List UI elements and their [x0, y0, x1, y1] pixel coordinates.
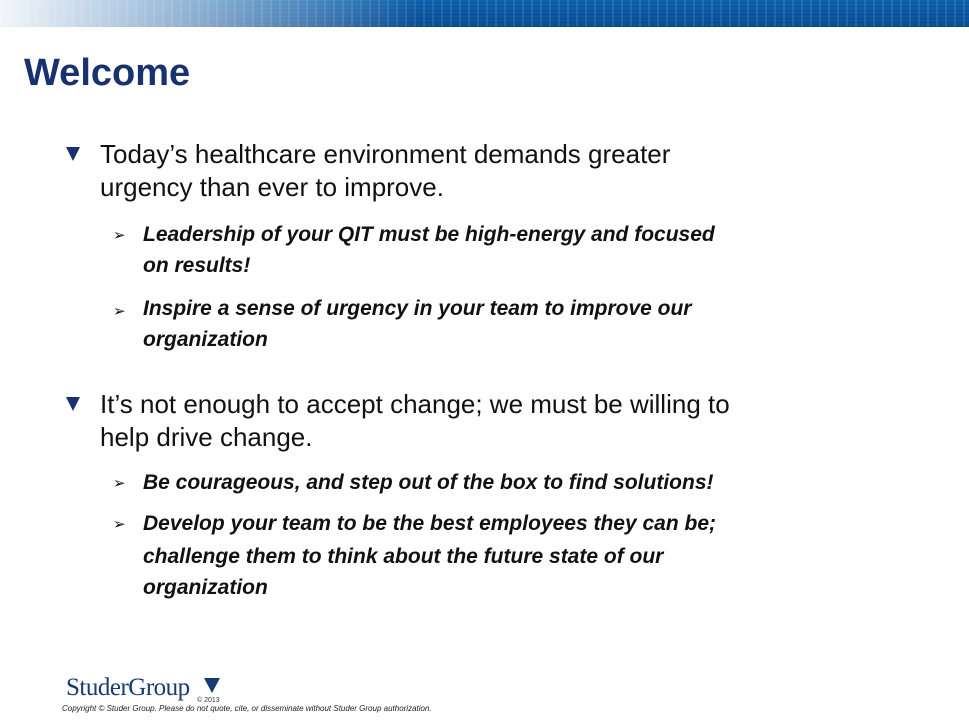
logo-triangle-icon — [204, 678, 220, 693]
sub-bullet-1-1-line-1: Leadership of your QIT must be high-energy and focused — [143, 223, 715, 246]
sub-bullet-2-1-line-1: Be courageous, and step out of the box to find solutions! — [143, 471, 714, 494]
sub-bullet-2-2-line-1: Develop your team to be the best employees they can be; — [143, 512, 716, 535]
bullet-triangle-icon — [66, 397, 80, 411]
sub-bullet-2-2-line-3: organization — [143, 576, 268, 599]
banner-fade — [0, 0, 420, 27]
slide-title: Welcome — [24, 52, 191, 94]
arrow-bullet-icon: ➢ — [113, 475, 126, 492]
bullet-triangle-icon — [66, 147, 80, 161]
sub-bullet-1-2-line-2: organization — [143, 328, 268, 351]
sub-bullet-1-1-line-2: on results! — [143, 254, 251, 277]
bullet-1-line-1: Today’s healthcare environment demands greater — [100, 139, 671, 169]
bullet-1-line-2: urgency than ever to improve. — [100, 172, 444, 202]
studer-group-logo: StuderGroup — [66, 674, 190, 701]
copyright-notice: Copyright © Studer Group. Please do not quote, cite, or disseminate without Studer Group authorization. — [62, 704, 432, 713]
arrow-bullet-icon: ➢ — [113, 516, 126, 533]
logo-year: © 2013 — [197, 697, 220, 704]
arrow-bullet-icon: ➢ — [113, 227, 126, 244]
sub-bullet-1-2-line-1: Inspire a sense of urgency in your team to improve our — [143, 297, 692, 320]
bullet-2-line-1: It’s not enough to accept change; we must be willing to — [100, 389, 730, 419]
sub-bullet-2-2-line-2: challenge them to think about the future state of our — [143, 545, 664, 568]
bullet-2-line-2: help drive change. — [100, 422, 313, 452]
arrow-bullet-icon: ➢ — [113, 303, 126, 320]
top-banner — [0, 0, 969, 27]
